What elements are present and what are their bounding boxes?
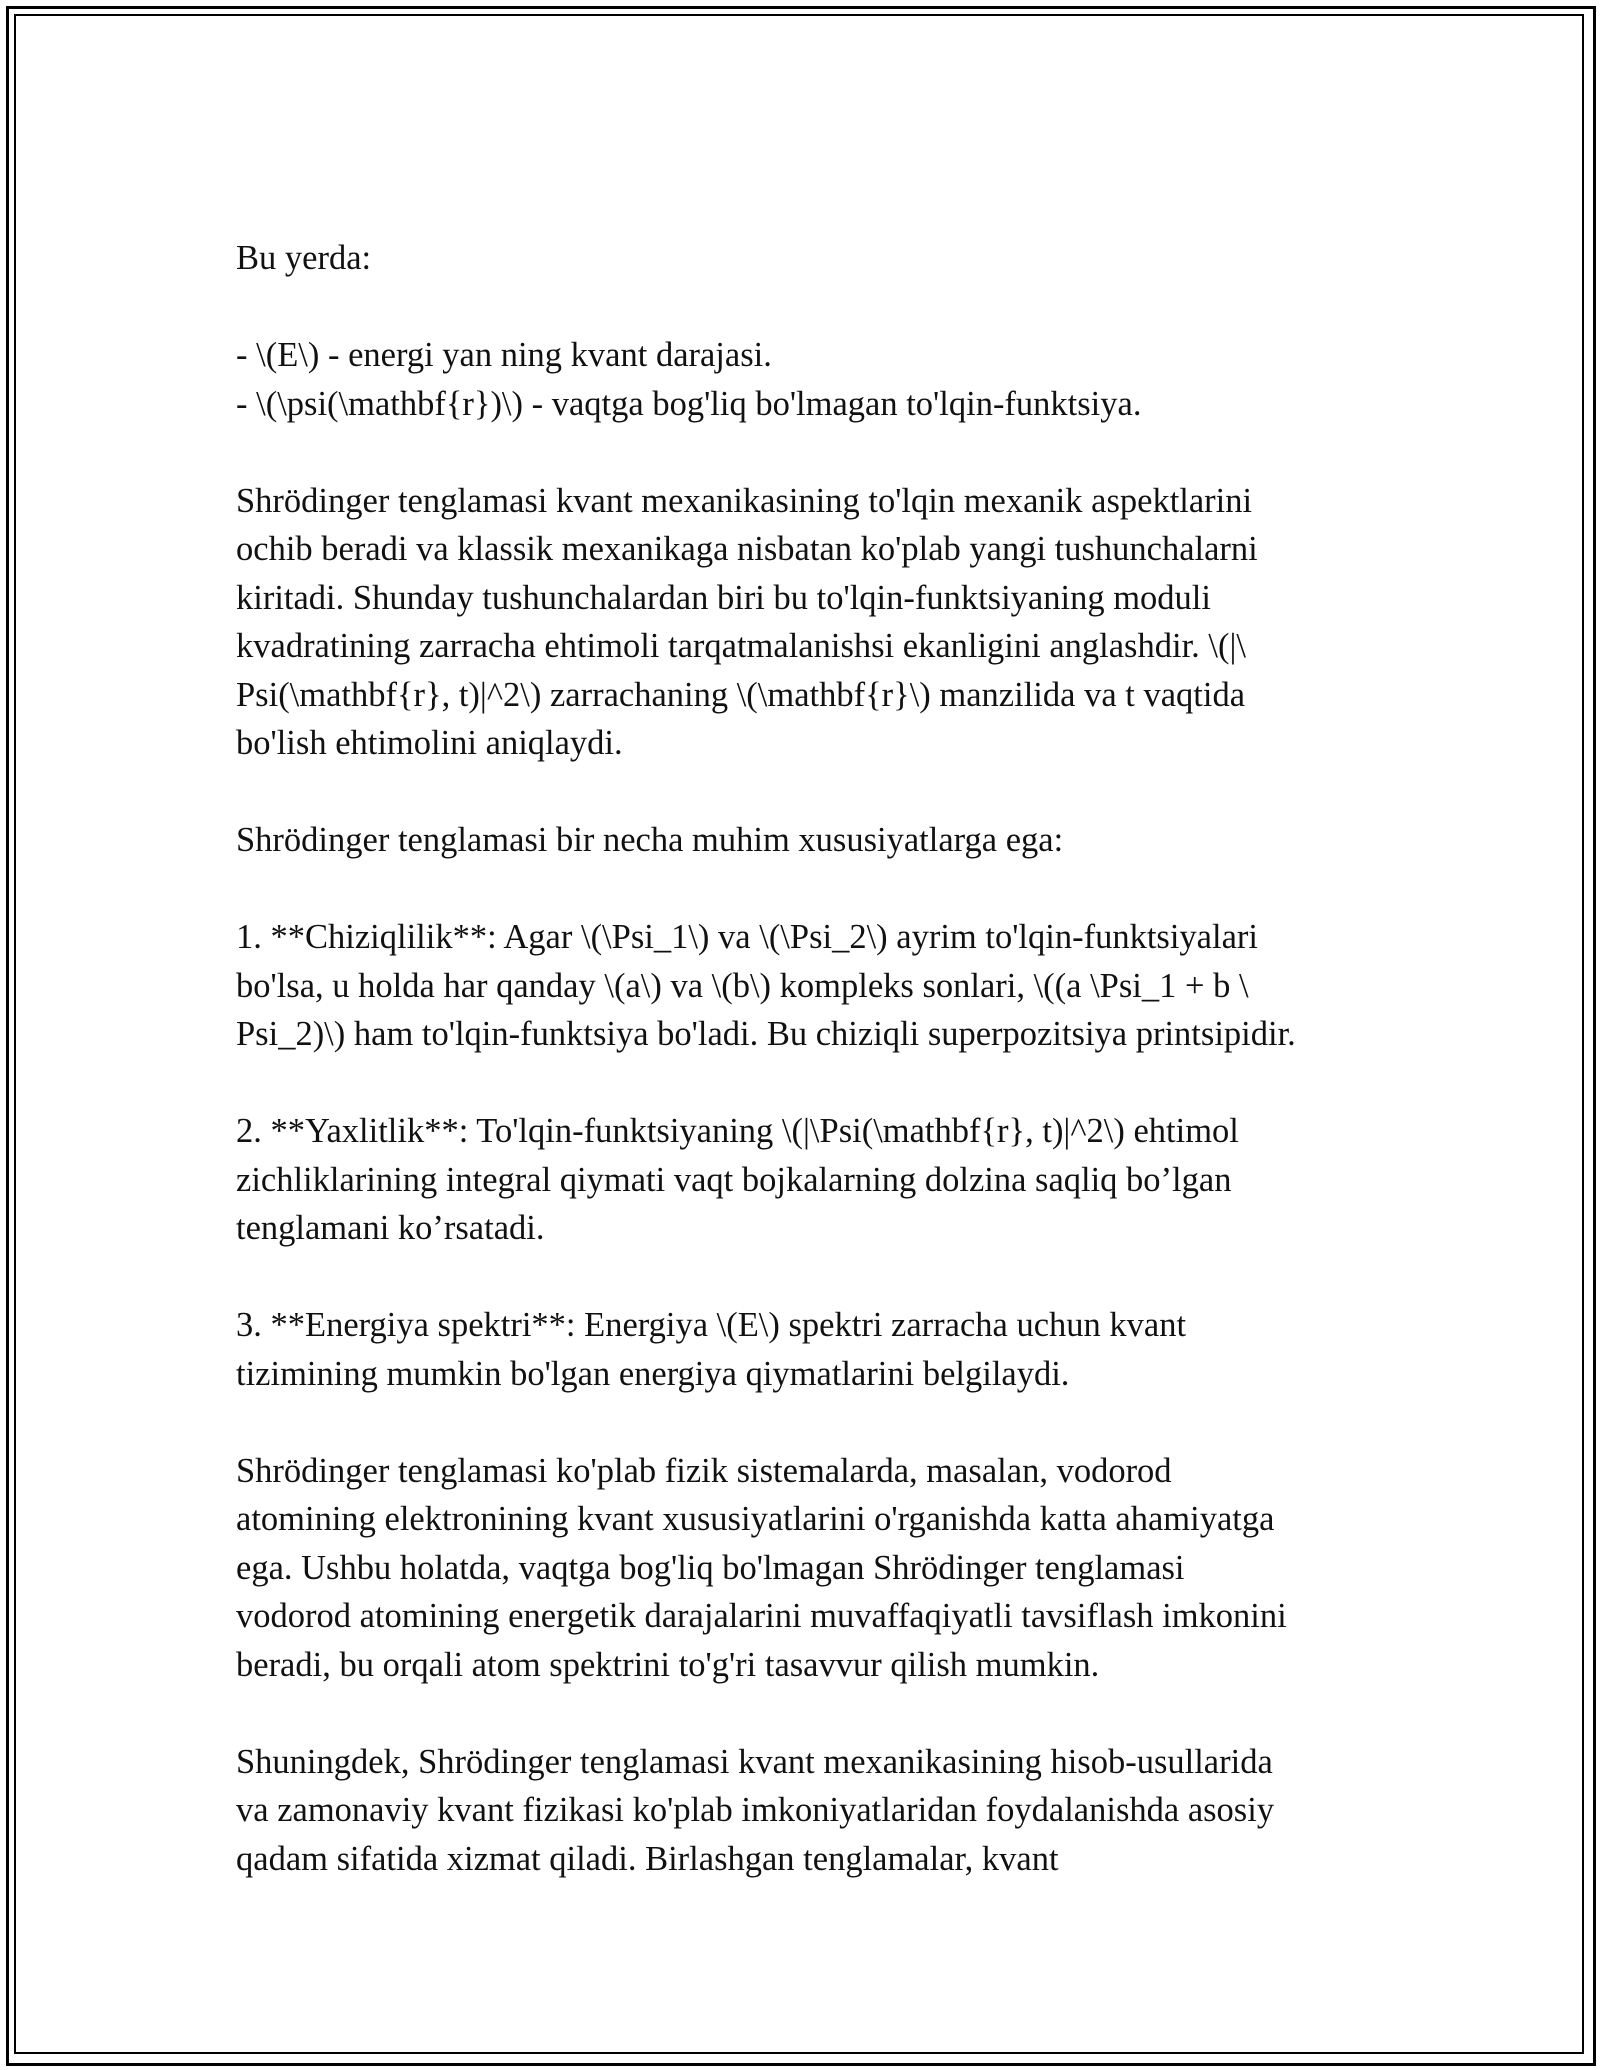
paragraph-conclusion xyxy=(236,1738,1386,1884)
paragraph-hydrogen xyxy=(236,1447,1386,1690)
text-line: bo'lish ehtimolini aniqlaydi. xyxy=(236,724,623,762)
text-line: Shrödinger tenglamasi ko'plab fizik sistemalarda, masalan, vodorod xyxy=(236,1451,1172,1490)
text-line: Shrödinger tenglamasi bir necha muhim xususiyatlarga ega: xyxy=(236,821,1064,859)
paragraph-intro xyxy=(236,477,1386,768)
text-line: beradi, bu orqali atom spektrini to'g'ri tasavvur qilish mumkin. xyxy=(236,1645,1100,1684)
text-line: vodorod atomining energetik darajalarini muvaffaqiyatli tavsiflash imkonini xyxy=(236,1597,1287,1635)
paragraph-energy-spectrum xyxy=(236,1301,1386,1398)
text-line: Shuningdek, Shrödinger tenglamasi kvant mexanikasining hisob-usullarida xyxy=(236,1742,1273,1781)
text-line: 3. **Energiya spektri**: Energiya \(E\) spektri zarracha uchun kvant xyxy=(236,1306,1187,1344)
text-line: qadam sifatida xizmat qiladi. Birlashgan tenglamalar, kvant xyxy=(236,1839,1059,1878)
text-line: 1. **Chiziqlilik**: Agar \(\Psi_1\) va \(\Psi_2\) ayrim to'lqin-funktsiyalari xyxy=(236,918,1258,956)
text-line: Bu yerda: xyxy=(236,239,372,277)
text-line: - \(\psi(\mathbf{r})\) - vaqtga bog'liq bo'lmagan to'lqin-funktsiya. xyxy=(236,384,1142,423)
text-line: kvadratining zarracha ehtimoli tarqatmalanishsi ekanligini anglashdir. \(|\ xyxy=(236,627,1246,665)
text-line: va zamonaviy kvant fizikasi ko'plab imkoniyatlaridan foydalanishda asosiy xyxy=(236,1791,1275,1829)
text-line: ega. Ushbu holatda, vaqtga bog'liq bo'lmagan Shrödinger tenglamasi xyxy=(236,1548,1185,1587)
paragraph-integrity xyxy=(236,1107,1386,1253)
text-line: zichliklarining integral qiymati vaqt bojkalarning dolzina saqliq bo’lgan xyxy=(236,1160,1232,1199)
text-line: tizimining mumkin bo'lgan energiya qiymatlarini belgilaydi. xyxy=(236,1354,1070,1393)
text-line: Psi(\mathbf{r}, t)|^2\) zarrachaning \(\mathbf{r}\) manzilida va t vaqtida xyxy=(236,675,1246,714)
text-line: - \(E\) - energi yan ning kvant darajasi. xyxy=(236,336,772,374)
paragraph-definitions xyxy=(236,331,1386,428)
text-line: bo'lsa, u holda har qanday \(a\) va \(b\) kompleks sonlari, \((a \Psi_1 + b \ xyxy=(236,966,1249,1005)
text-line: Psi_2)\) ham to'lqin-funktsiya bo'ladi. Bu chiziqli superpozitsiya printsipidir. xyxy=(236,1015,1296,1053)
text-line: atomining elektronining kvant xususiyatlarini o'rganishda katta ahamiyatga xyxy=(236,1500,1275,1538)
paragraph-bu-yerda xyxy=(236,234,1386,283)
text-line: ochib beradi va klassik mexanikaga nisbatan ko'plab yangi tushunchalarni xyxy=(236,530,1258,568)
text-line: Shrödinger tenglamasi kvant mexanikasining to'lqin mexanik aspektlarini xyxy=(236,481,1253,520)
paragraph-linearity xyxy=(236,913,1386,1059)
document-body xyxy=(236,234,1386,1932)
text-line: tenglamani ko’rsatadi. xyxy=(236,1209,545,1247)
text-line: kiritadi. Shunday tushunchalardan biri bu to'lqin-funktsiyaning moduli xyxy=(236,578,1211,617)
paragraph-properties-heading xyxy=(236,816,1386,865)
text-line: 2. **Yaxlitlik**: To'lqin-funktsiyaning \(|\Psi(\mathbf{r}, t)|^2\) ehtimol xyxy=(236,1112,1239,1150)
